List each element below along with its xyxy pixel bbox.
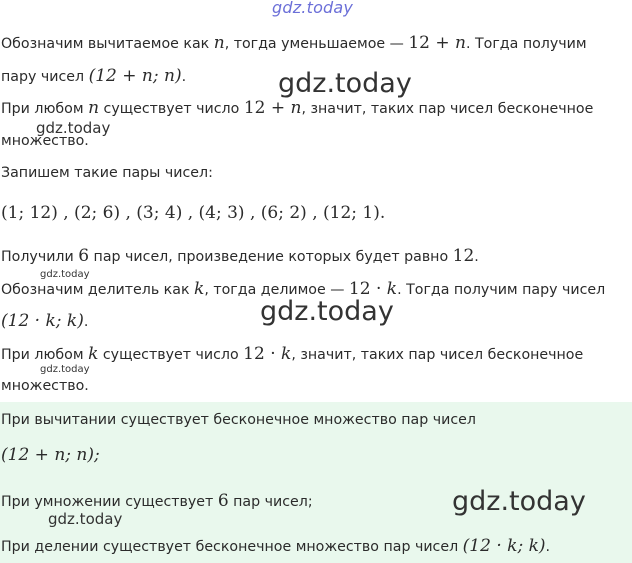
text: При любом	[1, 347, 89, 363]
text: , значит, таких пар чисел бесконечное	[301, 101, 594, 117]
math: 6	[217, 491, 229, 511]
text: . Тогда получим	[465, 36, 587, 52]
watermark: gdz.today	[40, 269, 90, 280]
text: существует число	[99, 101, 244, 117]
math: +	[429, 33, 456, 53]
math-var: n	[88, 98, 100, 118]
text: пар чисел, произведение которых будет равно	[89, 249, 453, 265]
text: Обозначим делитель как	[1, 282, 195, 298]
watermark: gdz.today	[36, 119, 111, 137]
paragraph-divisor	[1, 280, 605, 299]
text: , значит, таких пар чисел бесконечное	[291, 347, 584, 363]
watermark: gdz.today	[452, 486, 586, 517]
text: При умножении существует	[1, 494, 218, 510]
math: 6	[78, 246, 90, 266]
text: При любом	[1, 101, 89, 117]
paragraph-infinite-1: множество.	[1, 133, 89, 149]
text: Получили	[1, 249, 79, 265]
math: +	[265, 98, 291, 118]
math: (12 + n; n)	[88, 66, 182, 86]
math: 12	[408, 33, 430, 53]
paragraph-pair-sub	[1, 67, 186, 86]
paragraph-six-pairs	[1, 247, 479, 266]
math-var: k	[386, 279, 398, 299]
text: , тогда делимое —	[204, 282, 349, 298]
math: 12 ·	[348, 279, 387, 299]
paragraph-pair-div	[1, 312, 88, 331]
text: пару чисел	[1, 69, 89, 85]
text: существует число	[98, 347, 244, 363]
paragraph-any-k	[1, 345, 583, 364]
watermark: gdz.today	[278, 68, 412, 99]
math-var: k	[88, 344, 99, 364]
text: .	[545, 539, 551, 555]
text: .	[181, 69, 187, 85]
math: (12 · k; k)	[1, 311, 84, 331]
summary-division	[1, 537, 550, 556]
text: , тогда уменьшаемое —	[224, 36, 409, 52]
math: (12 · k; k)	[462, 536, 546, 556]
text: . Тогда получим пару чисел	[397, 282, 606, 298]
math-var: k	[194, 279, 205, 299]
watermark: gdz.today	[48, 510, 123, 528]
math: 12 ·	[243, 344, 282, 364]
paragraph-subtrahend	[1, 34, 587, 53]
paragraph-any-n	[1, 99, 593, 118]
math-var: n	[213, 33, 225, 53]
text: .	[83, 314, 89, 330]
summary-multiplication	[1, 492, 313, 511]
paragraph-write-pairs: Запишем такие пары чисел:	[1, 165, 213, 181]
paragraph-infinite-2: множество.	[1, 378, 89, 394]
math-var: n	[290, 98, 302, 118]
pairs-list: (1; 12) , (2; 6) , (3; 4) , (4; 3) , (6; 2) , (12; 1).	[1, 203, 386, 223]
watermark-top: gdz.today	[272, 0, 354, 17]
summary-subtraction: При вычитании существует бесконечное множество пар чисел	[1, 412, 476, 428]
text: При делении существует бесконечное множество пар чисел	[1, 539, 463, 555]
text: пар чисел;	[228, 494, 313, 510]
math-var: n	[455, 33, 466, 53]
watermark: gdz.today	[260, 296, 394, 327]
text: .	[474, 249, 479, 265]
summary-subtraction-math: (12 + n; n);	[1, 445, 100, 465]
math-var: k	[281, 344, 292, 364]
math: 12	[243, 98, 266, 118]
watermark: gdz.today	[40, 364, 90, 375]
text: Обозначим вычитаемое как	[1, 36, 214, 52]
math: 12	[452, 246, 475, 266]
